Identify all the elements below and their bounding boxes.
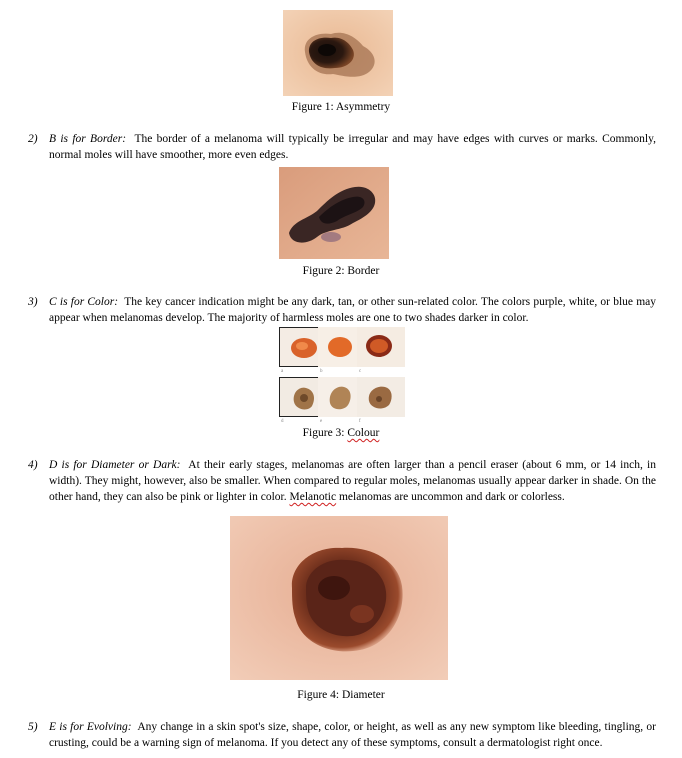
figure-1-image: [283, 10, 393, 96]
item-body: The key cancer indication might be any dark, tan, or other sun-related color. The colors purple, white, or blue may appear when melanomas develop. The majority of harmless moles are one to two shades darker in color.: [49, 296, 657, 324]
item-body: Any change in a skin spot's size, shape, color, or height, as well as any new symptom like bleeding, tingling, or crusting, could be a warning sign of melanoma. If you detect any of these symptoms, consult a dermatologist right once.: [49, 721, 656, 749]
item-number: 4): [28, 459, 38, 471]
figure-4-caption: Figure 4: Diameter: [297, 689, 385, 701]
item-number: 3): [28, 296, 38, 308]
colour-tile: [357, 327, 405, 367]
figure-4-image: [230, 516, 448, 680]
item-lead: C is for Color:: [49, 296, 119, 308]
item-number: 2): [28, 133, 38, 145]
tile-label: a: [281, 369, 284, 374]
item-body: At their early stages, melanomas are often larger than a pencil eraser (about 6 mm, or 14 inch, in width). They might, however, also be smaller. When compared to regular moles, melanomas usually appear darker in shade. On the other hand, they can also be pink or lighter in color.: [49, 459, 656, 503]
tile-label: e: [320, 419, 323, 424]
tile-label: d: [281, 419, 284, 424]
item-body-tail: melanomas are uncommon and dark or colorless.: [338, 491, 565, 503]
item-lead: B is for Border:: [49, 133, 127, 145]
item-text: [49, 457, 656, 505]
figure-3-grid: [279, 327, 399, 427]
spellcheck-flagged-word: Melanotic: [289, 491, 337, 503]
item-number: 5): [28, 721, 38, 733]
figure-3-caption: [0, 427, 682, 439]
tile-label: b: [320, 369, 323, 374]
item-text: [49, 719, 656, 751]
figure-2-image: [279, 167, 389, 259]
item-text: [49, 294, 656, 326]
figure-2-caption: Figure 2: Border: [302, 265, 380, 277]
item-text: [49, 131, 656, 163]
spellcheck-flagged-word: Colour: [347, 427, 380, 439]
colour-tile: [357, 377, 405, 417]
item-body: The border of a melanoma will typically be irregular and may have edges with curves or marks. Commonly, normal moles will have smoother, more even edges.: [49, 133, 656, 161]
caption-prefix: Figure 3:: [302, 427, 348, 439]
tile-label: f: [359, 419, 361, 424]
item-lead: D is for Diameter or Dark:: [49, 459, 181, 471]
item-lead: E is for Evolving:: [49, 721, 132, 733]
figure-1-caption: Figure 1: Asymmetry: [291, 101, 391, 113]
tile-label: c: [359, 369, 362, 374]
